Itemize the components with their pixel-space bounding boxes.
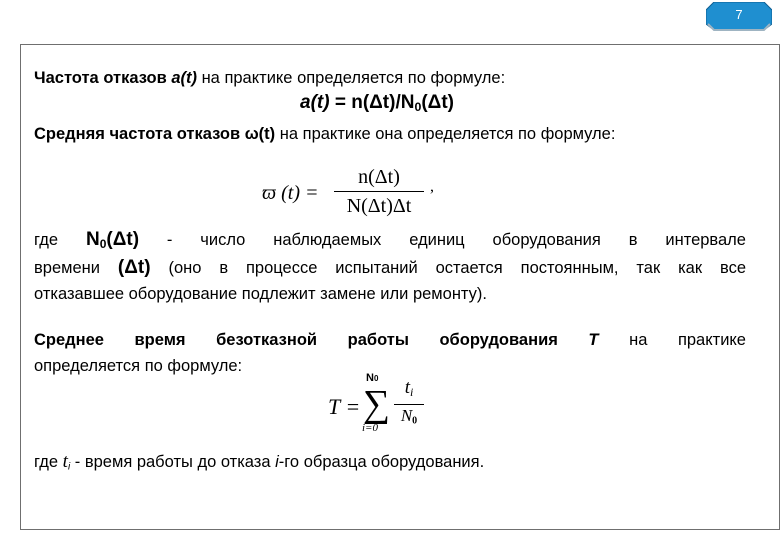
- last-mid: - время работы до отказа: [70, 453, 276, 471]
- para-n0-line3: отказавшее оборудование подлежит замене или ремонту).: [34, 285, 488, 303]
- para1-line1-rest: - число наблюдаемых единиц оборудования в интервале: [139, 231, 746, 249]
- para1-word-gde: где: [34, 231, 86, 249]
- line1-rest: на практике определяется по формуле:: [196, 69, 506, 87]
- para2-rest: на практике: [598, 331, 746, 349]
- line2-rest: на практике она определяется по формуле:: [275, 125, 616, 143]
- symbol-t: t: [62, 451, 68, 472]
- last-tail: -го образца оборудования.: [278, 453, 485, 471]
- para1-dt: (Δt): [106, 229, 140, 250]
- para1-N-sub: 0: [99, 237, 107, 251]
- formula-omega-comma: ,: [430, 178, 434, 195]
- term-T: T: [588, 331, 599, 349]
- formula-a-t-tail: (Δt): [421, 92, 454, 113]
- para-mtbf-line1: [34, 330, 746, 350]
- para1-N: N: [85, 229, 100, 250]
- line-ti-definition: [34, 452, 484, 478]
- last-word-gde: где: [34, 453, 63, 471]
- fraction-bar: [334, 191, 424, 192]
- page-number: 7: [735, 7, 743, 22]
- para-mtbf-line2: определяется по формуле:: [34, 357, 243, 375]
- term-failure-rate: Частота отказов: [34, 69, 172, 87]
- formula-a-t: [300, 92, 454, 114]
- formula-T-denominator: $N_0$: [400, 406, 418, 427]
- term-mtbf: Среднее время безотказной работы оборудования: [34, 331, 589, 349]
- formula-T-fraction: [394, 376, 424, 433]
- para-n0-line1: [34, 230, 746, 254]
- formula-T-lower-limit: i=0: [362, 422, 378, 434]
- formula-T: [328, 372, 428, 440]
- formula-a-t-rhs: = n(Δt)/N: [329, 92, 415, 113]
- line-average-failure-rate: [34, 124, 615, 144]
- para-n0-line2: [34, 258, 746, 278]
- formula-T-upper-limit: N0: [366, 372, 379, 384]
- formula-T-lhs: T =: [328, 394, 361, 419]
- line-failure-rate: [34, 68, 505, 88]
- term-average-failure-rate: Средняя частота отказов ω(t): [34, 125, 276, 143]
- formula-a-t-sub: 0: [414, 100, 422, 115]
- para1-dt-2: (Δt): [117, 257, 151, 278]
- symbol-t-sub: i: [67, 461, 71, 473]
- term-a-t: a(t): [171, 69, 197, 87]
- para1-word-vremeni: времени: [34, 259, 118, 277]
- sigma-symbol: ∑: [363, 383, 391, 425]
- formula-omega-fraction: [334, 164, 424, 218]
- symbol-i: i: [275, 453, 279, 471]
- formula-omega-denominator: N(Δt)Δt: [346, 195, 412, 217]
- formula-T-numerator: $t_i$: [404, 377, 414, 399]
- formula-a-t-lhs: a(t): [300, 92, 330, 113]
- para1-line2-rest: (оно в процессе испытаний остается постоянным, так как все: [150, 259, 746, 277]
- page-number-badge: [706, 2, 772, 32]
- formula-omega-numerator: n(Δt): [358, 166, 400, 188]
- formula-omega-lhs: ϖ (t) =: [262, 182, 319, 204]
